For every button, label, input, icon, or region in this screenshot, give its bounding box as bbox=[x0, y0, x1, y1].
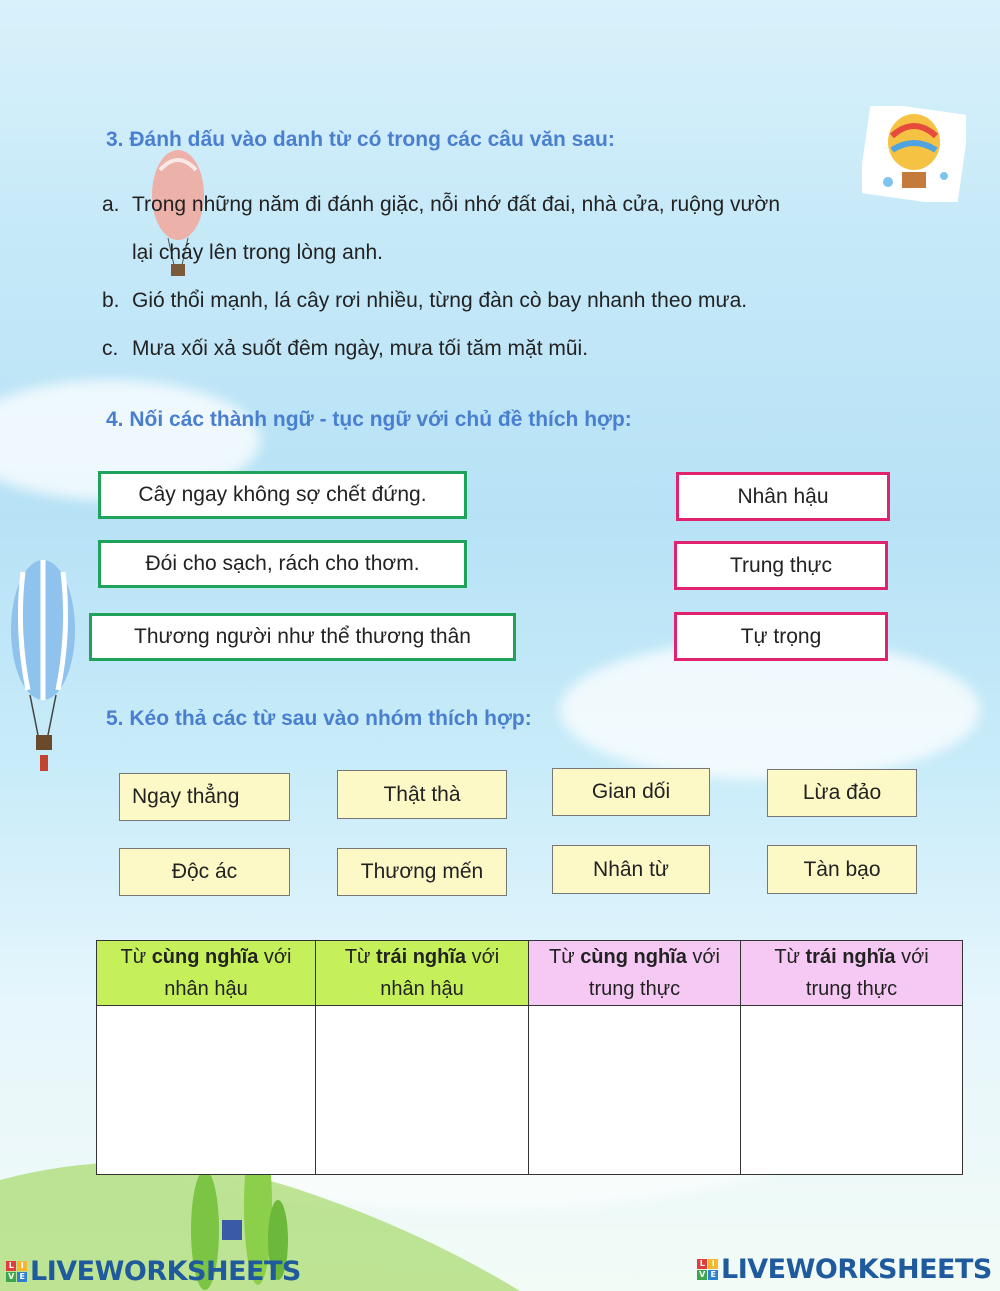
word-chip[interactable]: Thật thà bbox=[337, 770, 507, 819]
word-chip[interactable]: Tàn bạo bbox=[767, 845, 917, 894]
item-label: b. bbox=[102, 289, 120, 312]
word-chip[interactable]: Ngay thẳng bbox=[119, 773, 290, 821]
logo-text: LIVEWORKSHEETS bbox=[30, 1256, 301, 1287]
topic-box[interactable]: Trung thực bbox=[674, 541, 888, 590]
word-chip[interactable]: Gian dối bbox=[552, 768, 710, 816]
section-5-heading: 5. Kéo thả các từ sau vào nhóm thích hợp: bbox=[106, 707, 532, 730]
sentence-text[interactable]: lại cháy lên trong lòng anh. bbox=[132, 241, 384, 264]
cloud bbox=[560, 640, 980, 780]
drop-zone[interactable] bbox=[97, 1006, 316, 1175]
column-header: Từ trái nghĩa với trung thực bbox=[741, 941, 963, 1006]
sentence-text[interactable]: Gió thổi mạnh, lá cây rơi nhiều, từng đàn cò bay nhanh theo mưa. bbox=[132, 289, 748, 312]
drop-zone[interactable] bbox=[529, 1006, 741, 1175]
column-header: Từ cùng nghĩa với trung thực bbox=[529, 941, 741, 1006]
red-balloon-icon bbox=[150, 150, 210, 290]
grouping-table bbox=[96, 940, 963, 1175]
topic-box[interactable]: Nhân hậu bbox=[676, 472, 890, 521]
sentence-a bbox=[102, 193, 780, 217]
item-label: a. bbox=[102, 193, 120, 216]
balloon-sticker-icon bbox=[862, 106, 966, 202]
section-4-heading: 4. Nối các thành ngữ - tục ngữ với chủ đề thích hợp: bbox=[106, 408, 632, 431]
liveworksheets-logo bbox=[6, 1256, 301, 1287]
sentence-text[interactable]: Mưa xối xả suốt đêm ngày, mưa tối tăm mặt mũi. bbox=[132, 337, 589, 360]
section-3-heading: 3. Đánh dấu vào danh từ có trong các câu văn sau: bbox=[106, 128, 615, 151]
sentence-text[interactable]: Trong những năm đi đánh giặc, nỗi nhớ đất đai, nhà cửa, ruộng vườn bbox=[132, 193, 781, 216]
sentence-b bbox=[102, 289, 747, 313]
word-chip[interactable]: Lừa đảo bbox=[767, 769, 917, 817]
column-header: Từ trái nghĩa với nhân hậu bbox=[316, 941, 529, 1006]
proverb-box[interactable]: Cây ngay không sợ chết đứng. bbox=[98, 471, 467, 519]
item-label: c. bbox=[102, 337, 119, 360]
liveworksheets-logo bbox=[697, 1254, 992, 1285]
drop-zone[interactable] bbox=[741, 1006, 963, 1175]
word-chip[interactable]: Độc ác bbox=[119, 848, 290, 896]
logo-mark-icon: L I V E bbox=[697, 1259, 718, 1280]
topic-box[interactable]: Tự trọng bbox=[674, 612, 888, 661]
drop-zone[interactable] bbox=[316, 1006, 529, 1175]
logo-text: LIVEWORKSHEETS bbox=[721, 1254, 992, 1285]
proverb-box[interactable]: Đói cho sạch, rách cho thơm. bbox=[98, 540, 467, 588]
sentence-c bbox=[102, 337, 588, 361]
logo-mark-icon: L I V E bbox=[6, 1261, 27, 1282]
proverb-box[interactable]: Thương người như thể thương thân bbox=[89, 613, 516, 661]
column-header: Từ cùng nghĩa với nhân hậu bbox=[97, 941, 316, 1006]
word-chip[interactable]: Nhân từ bbox=[552, 845, 710, 894]
blue-balloon-icon bbox=[8, 560, 78, 780]
word-chip[interactable]: Thương mến bbox=[337, 848, 507, 896]
sentence-a-continued bbox=[102, 241, 383, 265]
